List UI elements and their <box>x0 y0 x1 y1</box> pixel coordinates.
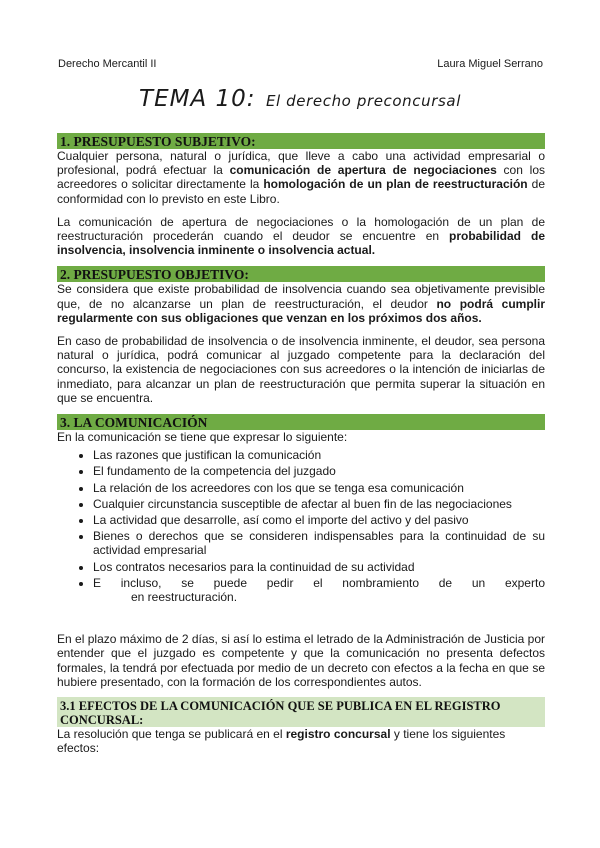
paragraph-subjetivo-1 <box>57 149 545 206</box>
paragraph-subjetivo-2 <box>57 215 545 258</box>
bold-run: probabilidad de insolvencia, insolvencia inminente o insolvencia actual. <box>57 229 545 258</box>
bold-run: homologación de un plan de reestructuración <box>263 177 528 192</box>
section-heading-subjetivo: 1. PRESUPUESTO SUBJETIVO: <box>57 133 545 149</box>
header-author: Laura Miguel Serrano <box>437 58 543 70</box>
list-item-line-1: E incluso, se puede pedir el nombramiento de un experto <box>93 575 545 590</box>
document-title <box>0 86 600 112</box>
paragraph-efectos-1 <box>57 727 545 755</box>
section-heading-efectos: 3.1 EFECTOS DE LA COMUNICACIÓN QUE SE PUBLICA EN EL REGISTRO CONCURSAL: <box>57 697 545 727</box>
title-subtitle: El derecho preconcursal <box>265 92 461 110</box>
text-run: con los acreedores o solicitar directamente la <box>57 163 546 192</box>
list-item-expert <box>93 576 545 604</box>
text-run: Se considera que existe probabilidad de insolvencia cuando sea objetivamente previsible que, de no alcanzarse un plan de reestructuración, el deudor <box>57 282 545 311</box>
text-run: de conformidad con lo previsto en este Libro. <box>57 177 546 206</box>
paragraph-objetivo-1 <box>57 282 545 325</box>
list-item: • Las razones que justifican la comunicación <box>93 448 545 462</box>
list-item: • La relación de los acreedores con los que se tenga esa comunicación <box>93 481 545 495</box>
paragraph-comunicacion-plazo: En el plazo máximo de 2 días, si así lo estima el letrado de la Administración de Justicia por entender que el juzgado es competente y que la comunicación no presenta defectos formales, la tendrá por efectuada por medio de un decreto con efectos a la fecha en que se hubiere presentado, con la formación de los correspondientes autos. <box>57 632 545 689</box>
text-run: La resolución que tenga se publicará en el <box>57 727 286 742</box>
title-main: TEMA 10: <box>139 86 256 112</box>
paragraph-comunicacion-intro: En la comunicación se tiene que expresar lo siguiente: <box>57 430 348 445</box>
list-item: • Los contratos necesarios para la continuidad de su actividad <box>93 560 545 574</box>
section-heading-objetivo: 2. PRESUPUESTO OBJETIVO: <box>57 266 545 282</box>
list-item-line-2: en reestructuración. <box>131 590 238 605</box>
list-item: • El fundamento de la competencia del juzgado <box>93 464 545 478</box>
header-course: Derecho Mercantil II <box>58 58 157 70</box>
bold-run: registro concursal <box>285 727 391 742</box>
comunicacion-list <box>57 448 545 604</box>
document-body <box>57 133 545 756</box>
bold-run: no podrá cumplir regularmente con sus obligaciones que venzan en los próximos dos años. <box>57 296 545 325</box>
section-heading-comunicacion: 3. LA COMUNICACIÓN <box>57 414 545 430</box>
bold-run: comunicación de apertura de negociaciones <box>229 163 497 178</box>
paragraph-objetivo-2: En caso de probabilidad de insolvencia o de insolvencia inminente, el deudor, sea persona natural o jurídica, podrá comunicar al juzgado competente para la declaración del concurso, la existencia de negociaciones con sus acreedores o la intención de iniciarlas de inmediato, para alcanzar un plan de reestructuración que permita superar la situación en que se encuentra. <box>57 334 545 405</box>
text-run: Cualquier persona, natural o jurídica, que lleve a cabo una actividad empresarial o profesional, podrá efectuar la <box>57 149 545 178</box>
spacer <box>57 606 545 632</box>
text-run: La comunicación de apertura de negociaciones o la homologación de un plan de reestructuración procederán cuando el deudor se encuentre en <box>57 214 545 244</box>
text-run: y tiene los siguientes efectos: <box>57 727 506 756</box>
list-item: • Bienes o derechos que se consideren indispensables para la continuidad de su actividad empresarial <box>93 529 545 557</box>
list-item: • Cualquier circunstancia susceptible de afectar al buen fin de las negociaciones <box>93 497 545 511</box>
list-item: • La actividad que desarrolle, así como el importe del activo y del pasivo <box>93 513 545 527</box>
